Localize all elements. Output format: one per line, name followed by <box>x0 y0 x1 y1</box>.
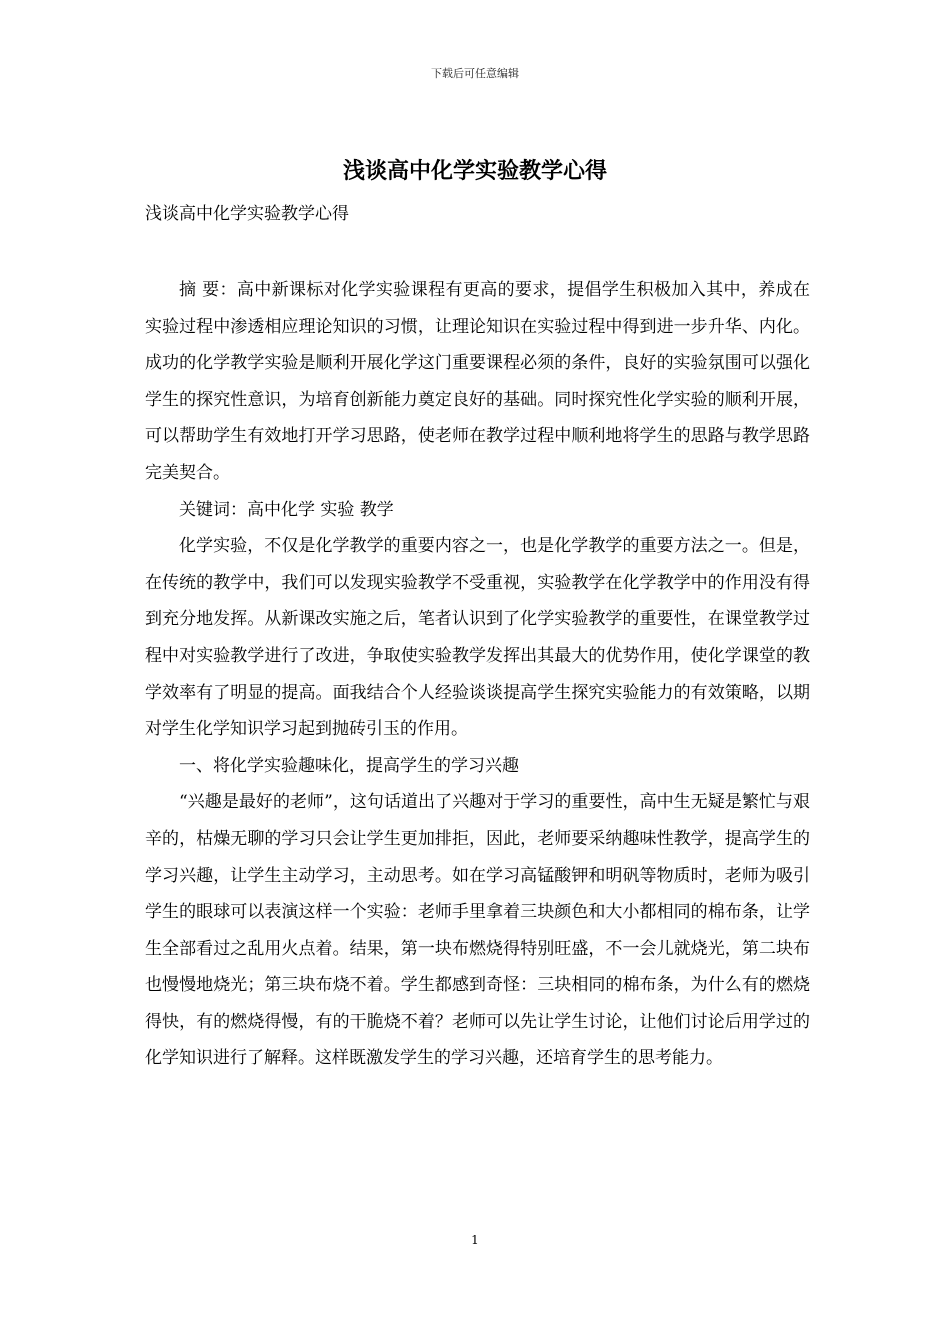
document-title: 浅谈高中化学实验教学心得 <box>342 158 607 184</box>
page-number: 1 <box>471 1233 479 1247</box>
document-subtitle: 浅谈高中化学实验教学心得 <box>145 204 349 224</box>
abstract-paragraph: 摘 要：高中新课标对化学实验课程有更高的要求，提倡学生积极加入其中，养成在实验过程中渗透相应理论知识的习惯，让理论知识在实验过程中得到进一步升华、内化。成功的化学教学实验是顺利开展化学这门重要课程必须的条件，良好的实验氛围可以强化学生的探究性意识，为培育创新能力奠定良好的基础。同时探究性化学实验的顺利开展，可以帮助学生有效地打开学习思路，使老师在教学过程中顺利地将学生的思路与教学思路完美契合。 <box>145 280 810 483</box>
page-header: 下载后可任意编辑 <box>431 67 519 80</box>
section-heading: 一、将化学实验趣味化，提高学生的学习兴趣 <box>179 755 519 776</box>
section-paragraph: “兴趣是最好的老师”，这句话道出了兴趣对于学习的重要性，高中生无疑是繁忙与艰辛的，枯燥无聊的学习只会让学生更加排拒，因此，老师要采纳趣味性教学，提高学生的学习兴趣，让学生主动学习，主动思考。如在学习高锰酸钾和明矾等物质时，老师为吸引学生的眼球可以表演这样一个实验：老师手里拿着三块颜色和大小都相同的棉布条，让学生全部看过之乱用火点着。结果，第一块布燃烧得特别旺盛，不一会儿就烧光，第二块布也慢慢地烧光；第三块布烧不着。学生都感到奇怪：三块相同的棉布条，为什么有的燃烧得快，有的燃烧得慢，有的干脆烧不着？老师可以先让学生讨论，让他们讨论后用学过的化学知识进行了解释。这样既激发学生的学习兴趣，还培育学生的思考能力。 <box>145 792 810 1069</box>
document-body <box>145 272 810 1077</box>
keywords-paragraph: 关键词：高中化学 实验 教学 <box>179 499 394 520</box>
intro-paragraph: 化学实验，不仅是化学教学的重要内容之一，也是化学教学的重要方法之一。但是，在传统的教学中，我们可以发现实验教学不受重视，实验教学在化学教学中的作用没有得到充分地发挥。从新课改实施之后，笔者认识到了化学实验教学的重要性，在课堂教学过程中对实验教学进行了改进，争取使实验教学发挥出其最大的优势作用，使化学课堂的教学效率有了明显的提高。面我结合个人经验谈谈提高学生探究实验能力的有效策略，以期对学生化学知识学习起到抛砖引玉的作用。 <box>145 536 810 740</box>
